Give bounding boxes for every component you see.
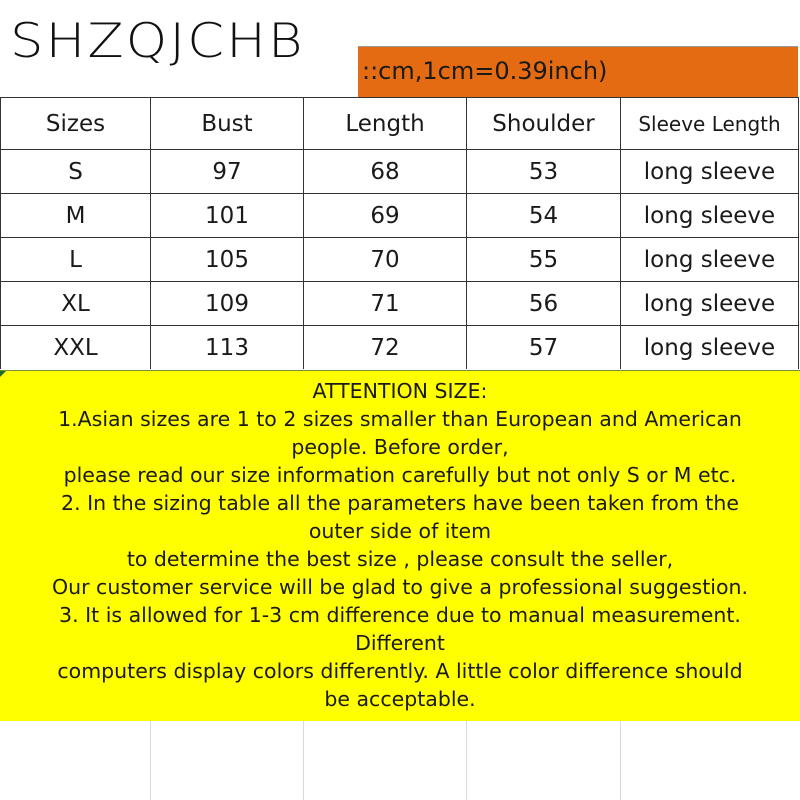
cell-length: 70 — [304, 238, 467, 282]
notice-line: Our customer service will be glad to give a professional suggestion. — [51, 575, 749, 599]
cell-length: 72 — [304, 326, 467, 370]
unit-note-text: ::cm,1cm=0.39inch) — [362, 57, 608, 85]
cell-shoulder: 54 — [467, 194, 621, 238]
table-header-row — [1, 98, 799, 150]
cell-bust: 113 — [151, 326, 304, 370]
notice-line: 1.Asian sizes are 1 to 2 sizes smaller than European and American — [58, 407, 742, 431]
cell-size: S — [1, 150, 151, 194]
notice-line: Different — [355, 631, 445, 655]
grid-line — [303, 720, 304, 800]
notice-line: people. Before order, — [291, 435, 509, 459]
notice-line: to determine the best size , please consult the seller, — [126, 547, 674, 571]
table-row — [1, 150, 799, 194]
cell-bust: 109 — [151, 282, 304, 326]
cell-shoulder: 55 — [467, 238, 621, 282]
table-row — [1, 194, 799, 238]
notice-line: be acceptable. — [324, 687, 476, 711]
cell-bust: 97 — [151, 150, 304, 194]
cell-size: L — [1, 238, 151, 282]
grid-line — [620, 720, 621, 800]
cell-length: 69 — [304, 194, 467, 238]
table-row — [1, 326, 799, 370]
size-table — [0, 97, 799, 369]
notice-line: please read our size information carefully but not only S or M etc. — [63, 463, 737, 487]
unit-note-bar — [358, 46, 798, 97]
cell-sleeve: long sleeve — [621, 238, 799, 282]
cell-size: XXL — [1, 326, 151, 370]
brand-logo — [0, 0, 358, 96]
grid-line — [466, 720, 467, 800]
header-sizes: Sizes — [1, 98, 151, 150]
cell-shoulder: 56 — [467, 282, 621, 326]
table-row — [1, 282, 799, 326]
cell-sleeve: long sleeve — [621, 326, 799, 370]
cell-shoulder: 53 — [467, 150, 621, 194]
brand-logo-text: SHZQJCHB — [10, 14, 305, 69]
notice-line: 3. It is allowed for 1-3 cm difference due to manual measurement. — [59, 603, 741, 627]
cell-sleeve: long sleeve — [621, 282, 799, 326]
cell-length: 68 — [304, 150, 467, 194]
notice-line: outer side of item — [308, 519, 492, 543]
cell-size: M — [1, 194, 151, 238]
notice-title: ATTENTION SIZE: — [312, 379, 488, 403]
cell-sleeve: long sleeve — [621, 194, 799, 238]
table-row — [1, 238, 799, 282]
cell-bust: 101 — [151, 194, 304, 238]
cell-size: XL — [1, 282, 151, 326]
cell-bust: 105 — [151, 238, 304, 282]
grid-line — [150, 720, 151, 800]
attention-notice — [0, 370, 800, 721]
cell-length: 71 — [304, 282, 467, 326]
header-sleeve-length: Sleeve Length — [621, 98, 799, 150]
header-length: Length — [304, 98, 467, 150]
notice-line: computers display colors differently. A little color difference should — [57, 659, 743, 683]
notice-line: 2. In the sizing table all the parameters have been taken from the — [61, 491, 739, 515]
cell-shoulder: 57 — [467, 326, 621, 370]
notice-body — [0, 405, 800, 713]
header-shoulder: Shoulder — [467, 98, 621, 150]
header-bust: Bust — [151, 98, 304, 150]
cell-sleeve: long sleeve — [621, 150, 799, 194]
